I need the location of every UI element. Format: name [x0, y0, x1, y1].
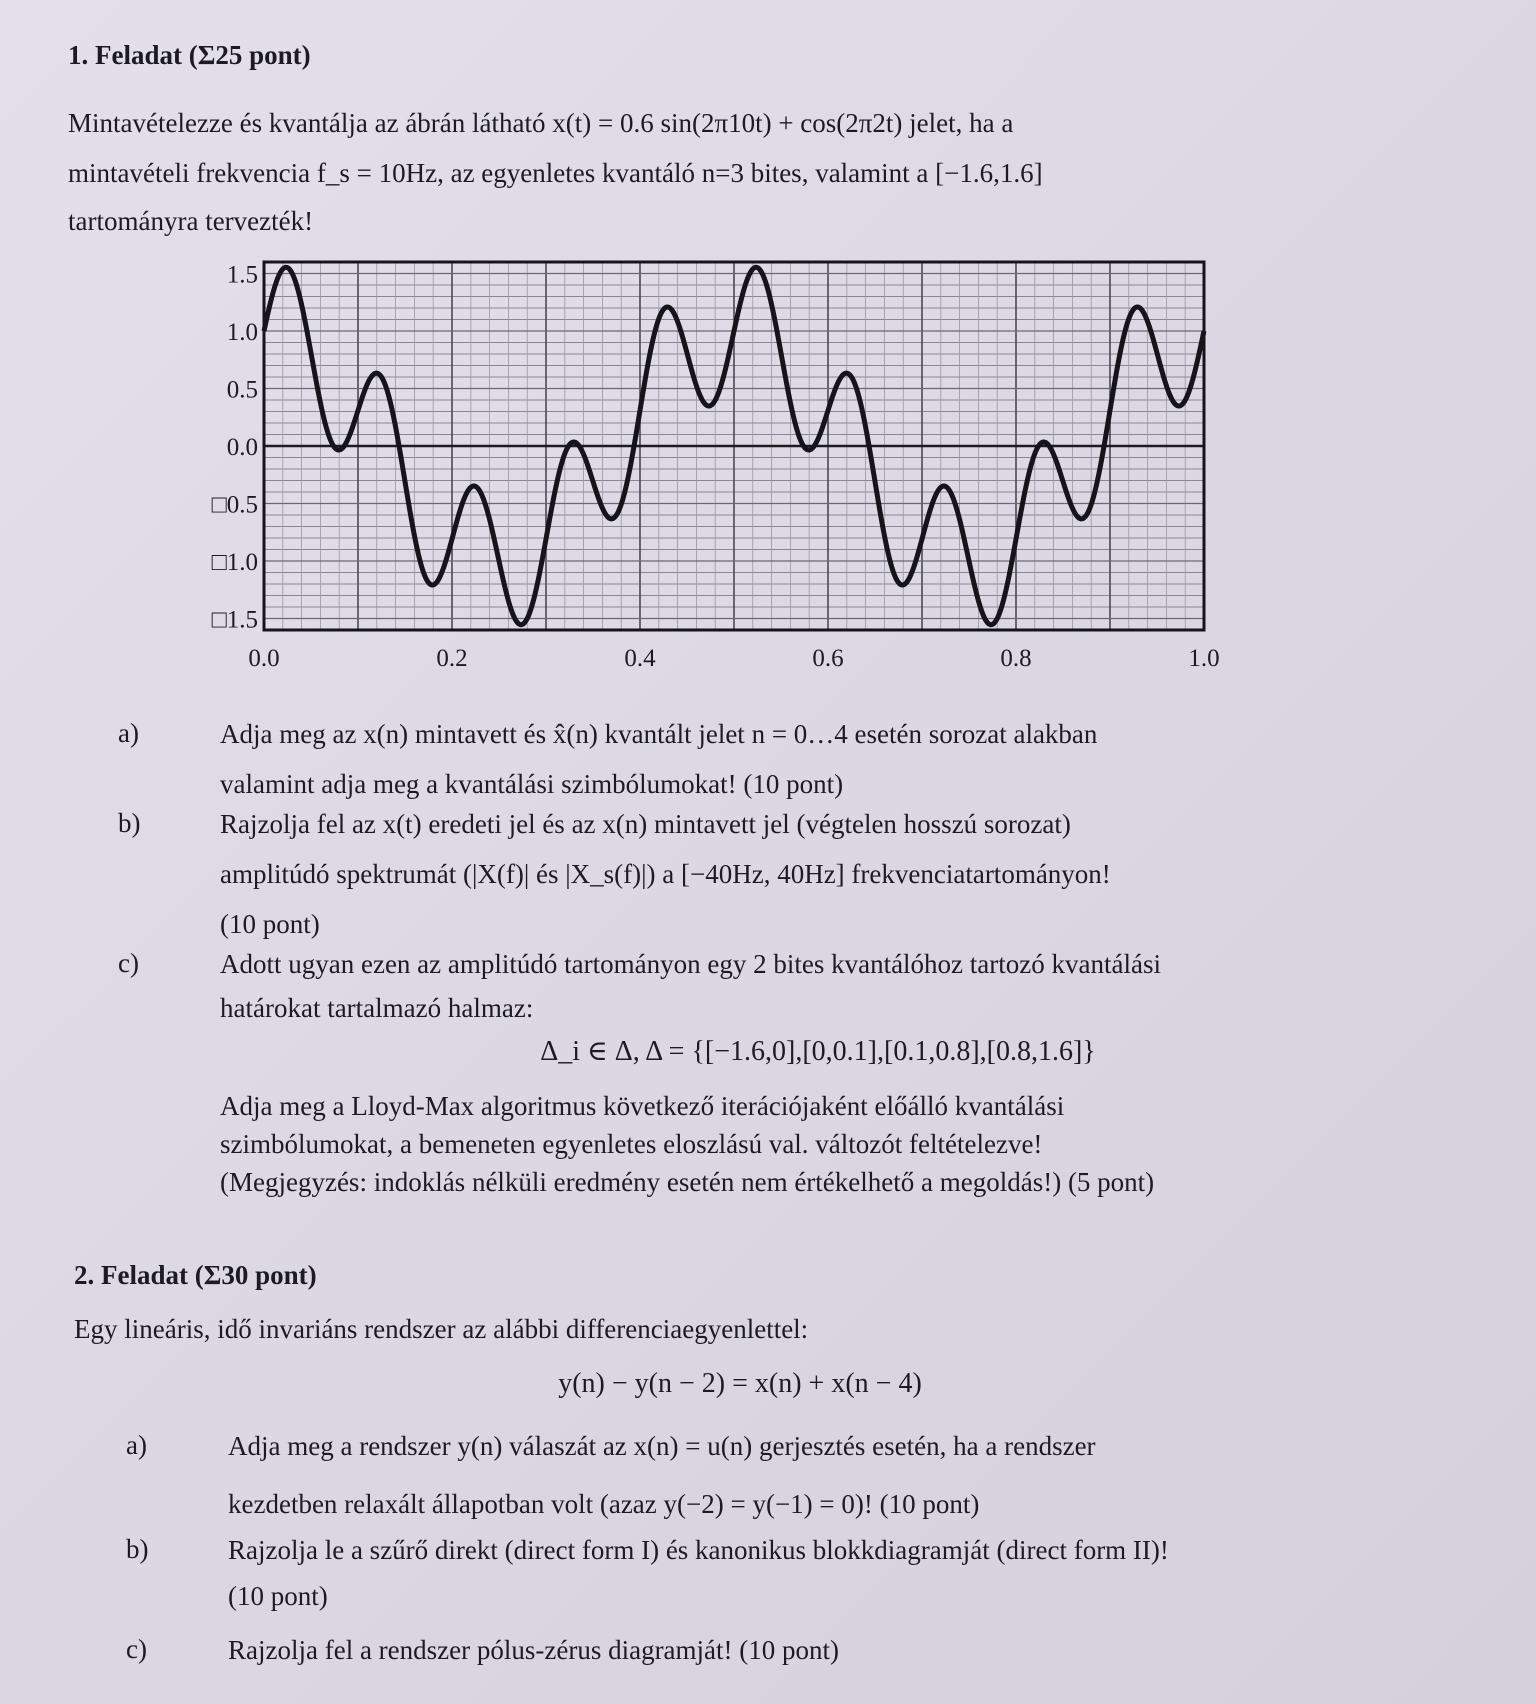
x-tick-label: 1.0	[1188, 645, 1220, 672]
task2-equation: y(n) − y(n − 2) = x(n) + x(n − 4)	[558, 1368, 922, 1399]
x-tick-label: 0.0	[248, 645, 280, 672]
task1-heading: 1. Feladat (Σ25 pont)	[68, 40, 311, 70]
task2-b-label: b)	[126, 1534, 149, 1564]
task1-c-line1: Adott ugyan ezen az amplitúdó tartományon egy 2 bites kvantálóhoz tartozó kvantálási	[220, 949, 1161, 979]
task2-a-line1: Adja meg a rendszer y(n) válaszát az x(n) = u(n) gerjesztés esetén, ha a rendszer	[228, 1431, 1096, 1461]
task1-c-line2: határokat tartalmazó halmaz:	[220, 993, 534, 1023]
y-tick-label: 0.0	[226, 434, 258, 461]
task1-b-line3: (10 pont)	[220, 909, 320, 939]
task1-b-line1: Rajzolja fel az x(t) eredeti jel és az x(n) mintavett jel (végtelen hosszú sorozat)	[220, 809, 1071, 839]
task1-c-formula: Δ_i ∈ Δ, Δ = {[−1.6,0],[0,0.1],[0.1,0.8],[0.8,1.6]}	[540, 1036, 1096, 1067]
task1-intro-line1: Mintavételezze és kvantálja az ábrán látható x(t) = 0.6 sin(2π10t) + cos(2π2t) jelet, ha a	[68, 108, 1014, 138]
task1-a-label: a)	[118, 718, 139, 748]
task1-b-line2: amplitúdó spektrumát (|X(f)| és |X_s(f)|) a [−40Hz, 40Hz] frekvenciatartományon!	[220, 859, 1111, 889]
task1-a-line1: Adja meg az x(n) mintavett és x̂(n) kvantált jelet n = 0…4 esetén sorozat alakban	[220, 719, 1098, 749]
task2-b-line2: (10 pont)	[228, 1581, 328, 1611]
task2-heading: 2. Feladat (Σ30 pont)	[74, 1260, 317, 1290]
task1-a-line2: valamint adja meg a kvantálási szimbólumokat! (10 pont)	[220, 769, 844, 799]
y-tick-label: □1.5	[211, 606, 258, 634]
task2-b-line1: Rajzolja le a szűrő direkt (direct form I) és kanonikus blokkdiagramját (direct form II)!	[228, 1535, 1169, 1565]
x-tick-label: 0.2	[436, 645, 468, 672]
x-tick-label: 0.4	[624, 645, 656, 672]
task1-c-label: c)	[118, 948, 139, 978]
x-tick-label: 0.8	[1000, 645, 1032, 672]
task2-a-line2: kezdetben relaxált állapotban volt (azaz y(−2) = y(−1) = 0)! (10 pont)	[228, 1489, 980, 1519]
x-tick-labels	[248, 645, 1219, 672]
x-tick-label: 0.6	[812, 645, 844, 672]
task1-c-line4: szimbólumokat, a bemeneten egyenletes eloszlású val. változót feltételezve!	[220, 1129, 1043, 1159]
task1-c-line5: (Megjegyzés: indoklás nélküli eredmény esetén nem értékelhető a megoldás!) (5 pont)	[220, 1167, 1155, 1197]
y-tick-labels	[212, 262, 258, 634]
y-tick-label: 1.5	[226, 261, 258, 289]
task2-a-label: a)	[126, 1430, 147, 1460]
task1-b-label: b)	[118, 808, 141, 838]
y-tick-label: □0.5	[211, 491, 258, 519]
task1-intro-line2: mintavételi frekvencia f_s = 10Hz, az egyenletes kvantáló n=3 bites, valamint a [−1.6,1.6]	[68, 158, 1043, 188]
task2-intro: Egy lineáris, idő invariáns rendszer az alábbi differenciaegyenlettel:	[74, 1314, 809, 1344]
task1-c-line3: Adja meg a Lloyd-Max algoritmus következő iterációjaként előálló kvantálási	[220, 1091, 1065, 1121]
task1-intro-line3: tartományra tervezték!	[68, 206, 314, 236]
y-tick-label: □1.0	[211, 549, 258, 576]
y-tick-label: 0.5	[226, 376, 258, 404]
task2-c-label: c)	[126, 1634, 147, 1664]
signal-plot	[190, 250, 1320, 710]
y-tick-label: 1.0	[226, 319, 258, 346]
task2-c-line1: Rajzolja fel a rendszer pólus-zérus diagramját! (10 pont)	[228, 1635, 840, 1665]
